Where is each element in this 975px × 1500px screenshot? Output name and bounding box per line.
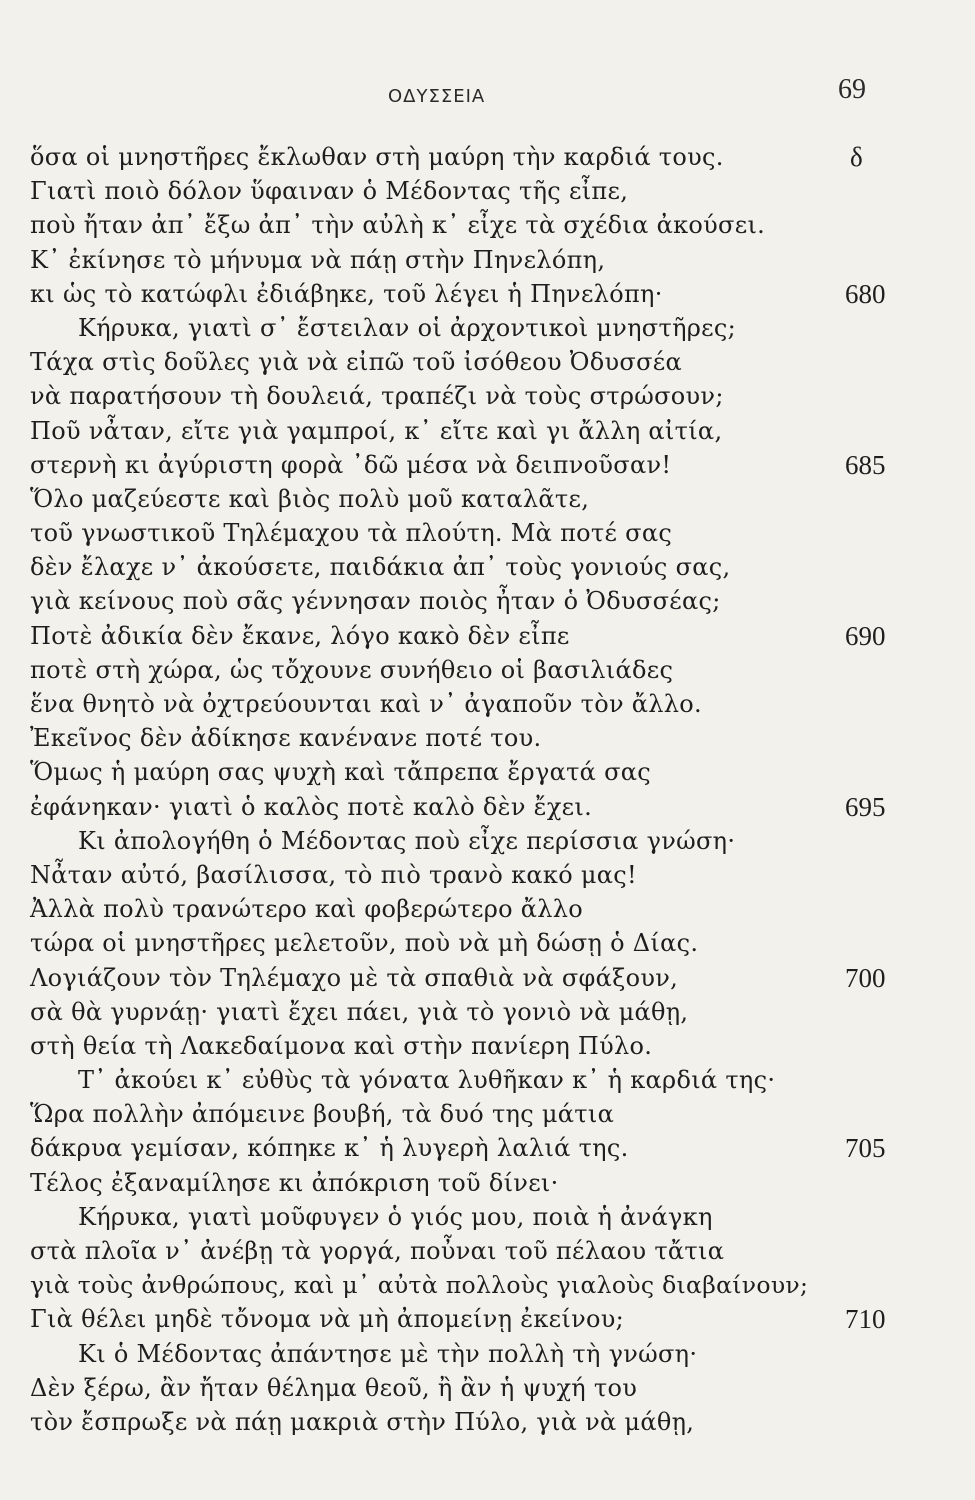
line-number: 685 (845, 449, 886, 480)
line-number: 700 (845, 962, 886, 993)
verse-line (0, 1268, 975, 1302)
verse-text: Λογιάζουν τὸν Τηλέμαχο μὲ τὰ σπαθιὰ νὰ σφάξουν, (30, 963, 679, 992)
verse-text: τὸν ἔσπρωξε νὰ πάῃ μακριὰ στὴν Πύλο, γιὰ νὰ μάθῃ, (30, 1407, 695, 1436)
verse-line (0, 653, 975, 687)
verse-text: Τέλος ἐξαναμίλησε κι ἀπόκριση τοῦ δίνει· (30, 1168, 559, 1197)
verse-line (0, 1405, 975, 1439)
verse-text: Κ᾽ ἐκίνησε τὸ μήνυμα νὰ πάῃ στὴν Πηνελόπη, (30, 245, 606, 274)
line-number: 690 (845, 620, 886, 651)
verse-line (0, 1131, 975, 1165)
verse-text: Ἀλλὰ πολὺ τρανώτερο καὶ φοβερώτερο ἄλλο (30, 895, 584, 924)
verse-line (0, 345, 975, 379)
verse-text: Ὅλο μαζεύεστε καὶ βιὸς πολὺ μοῦ καταλᾶτε, (30, 484, 590, 513)
verse-text: τοῦ γνωστικοῦ Τηλέμαχου τὰ πλούτη. Μὰ ποτέ σας (30, 519, 673, 548)
page-number: 69 (838, 74, 866, 105)
running-head: ΟΔΥΣΣΕΙΑ (388, 86, 486, 107)
line-number: 695 (845, 791, 886, 822)
verse-line (0, 858, 975, 892)
verse-line (0, 1063, 975, 1097)
verse-line (0, 516, 975, 550)
verse-text: Ἐκεῖνος δὲν ἀδίκησε κανένανε ποτέ του. (30, 724, 542, 753)
verse-text: γιὰ κείνους ποὺ σᾶς γέννησαν ποιὸς ἦταν ὁ Ὀδυσσέας; (30, 587, 721, 616)
verse-line (0, 379, 975, 413)
verse-text: Ποτὲ ἀδικία δὲν ἔκανε, λόγο κακὸ δὲν εἶπε (30, 621, 570, 650)
verse-line (0, 892, 975, 926)
verse-line (0, 414, 975, 448)
book-letter: δ (850, 142, 863, 172)
verse-line (0, 174, 975, 208)
verse-line (0, 482, 975, 516)
verse-text: Δὲν ξέρω, ἂν ἤταν θέλημα θεοῦ, ἢ ἂν ἡ ψυχή του (30, 1373, 638, 1402)
verse-text: στὴ θεία τὴ Λακεδαίμονα καὶ στὴν πανίερη Πύλο. (30, 1031, 653, 1060)
verse-text: Ὥρα πολλὴν ἀπόμεινε βουβή, τὰ δυό της μάτια (30, 1100, 615, 1129)
verse-text: ἕνα θνητὸ νὰ ὀχτρεύουνται καὶ ν᾽ ἀγαποῦν τὸν ἄλλο. (30, 690, 702, 718)
verse-line (0, 277, 975, 311)
verse-line (0, 1166, 975, 1200)
verse-text: Τάχα στὶς δοῦλες γιὰ νὰ εἰπῶ τοῦ ἰσόθεου Ὀδυσσέα (30, 348, 683, 377)
verse-line (0, 721, 975, 755)
verse-text: Κήρυκα, γιατὶ μοῦφυγεν ὁ γιός μου, ποιὰ ἡ ἀνάγκη (78, 1202, 713, 1231)
verse-text: Νἆταν αὐτό, βασίλισσα, τὸ πιὸ τρανὸ κακό μας! (30, 860, 637, 889)
verse-line (0, 790, 975, 824)
verse-text: Κι ὁ Μέδοντας ἀπάντησε μὲ τὴν πολλὴ τὴ γνώση· (78, 1339, 698, 1368)
verse-text: Ὅμως ἡ μαύρη σας ψυχὴ καὶ τἄπρεπα ἔργατά σας (30, 758, 652, 787)
verse-line (0, 1302, 975, 1336)
line-number: 680 (845, 278, 886, 309)
verse-line (0, 243, 975, 277)
verse-text: κι ὡς τὸ κατώφλι ἐδιάβηκε, τοῦ λέγει ἡ Πηνελόπη· (30, 279, 663, 308)
verse-line (0, 1097, 975, 1131)
verse-block (0, 140, 975, 1439)
verse-line (0, 140, 975, 174)
verse-text: γιὰ τοὺς ἀνθρώπους, καὶ μ᾽ αὐτὰ πολλοὺς γιαλοὺς διαβαίνουν; (30, 1271, 809, 1300)
verse-text: νὰ παρατήσουν τὴ δουλειά, τραπέζι νὰ τοὺς στρώσουν; (30, 382, 724, 411)
verse-line (0, 311, 975, 345)
verse-line (0, 1371, 975, 1405)
verse-line (0, 755, 975, 789)
verse-text: Κήρυκα, γιατὶ σ᾽ ἔστειλαν οἱ ἀρχοντικοὶ μνηστῆρες; (78, 313, 737, 342)
verse-text: δάκρυα γεμίσαν, κόπηκε κ᾽ ἡ λυγερὴ λαλιά της. (30, 1134, 629, 1163)
verse-text: ποὺ ἤταν ἀπ᾽ ἔξω ἀπ᾽ τὴν αὐλὴ κ᾽ εἶχε τὰ σχέδια ἀκούσει. (30, 211, 766, 240)
verse-text: σὰ θὰ γυρνάῃ· γιατὶ ἔχει πάει, γιὰ τὸ γονιὸ νὰ μάθῃ, (30, 997, 689, 1026)
verse-text: δὲν ἔλαχε ν᾽ ἀκούσετε, παιδάκια ἀπ᾽ τοὺς γονιούς σας, (30, 553, 731, 582)
verse-line (0, 208, 975, 242)
verse-text: Γιὰ θέλει μηδὲ τὄνομα νὰ μὴ ἀπομείνῃ ἐκείνου; (30, 1305, 625, 1334)
verse-line (0, 995, 975, 1029)
verse-text: ποτὲ στὴ χώρα, ὡς τὄχουνε συνήθειο οἱ βασιλιάδες (30, 655, 674, 684)
verse-line (0, 1029, 975, 1063)
verse-text: στὰ πλοῖα ν᾽ ἀνέβῃ τὰ γοργά, ποὖναι τοῦ πέλαου τἄτια (30, 1237, 725, 1265)
verse-text: Τ᾽ ἀκούει κ᾽ εὐθὺς τὰ γόνατα λυθῆκαν κ᾽ ἡ καρδιά της· (78, 1066, 776, 1095)
verse-line (0, 550, 975, 584)
verse-line (0, 448, 975, 482)
verse-line (0, 687, 975, 721)
verse-line (0, 926, 975, 960)
verse-line (0, 1234, 975, 1268)
verse-line (0, 1200, 975, 1234)
verse-text: Ποῦ νἆταν, εἴτε γιὰ γαμπροί, κ᾽ εἴτε καὶ γι ἄλλη αἰτία, (30, 416, 723, 445)
verse-text: ὅσα οἱ μνηστῆρες ἔκλωθαν στὴ μαύρη τὴν καρδιά τους. (30, 143, 724, 171)
line-number: 705 (845, 1133, 886, 1164)
verse-line (0, 1337, 975, 1371)
verse-line (0, 961, 975, 995)
verse-text: ἐφάνηκαν· γιατὶ ὁ καλὸς ποτὲ καλὸ δὲν ἔχει. (30, 792, 593, 821)
line-number: 710 (845, 1304, 886, 1335)
verse-text: Γιατὶ ποιὸ δόλον ὕφαιναν ὁ Μέδοντας τῆς εἶπε, (30, 177, 629, 206)
verse-line (0, 824, 975, 858)
verse-text: στερνὴ κι ἀγύριστη φορὰ ᾽δῶ μέσα νὰ δειπνοῦσαν! (30, 450, 672, 479)
verse-line (0, 584, 975, 618)
verse-text: τώρα οἱ μνηστῆρες μελετοῦν, ποὺ νὰ μὴ δώσῃ ὁ Δίας. (30, 929, 699, 958)
verse-text: Κι ἀπολογήθη ὁ Μέδοντας ποὺ εἶχε περίσσια γνώση· (78, 826, 736, 855)
verse-line (0, 619, 975, 653)
